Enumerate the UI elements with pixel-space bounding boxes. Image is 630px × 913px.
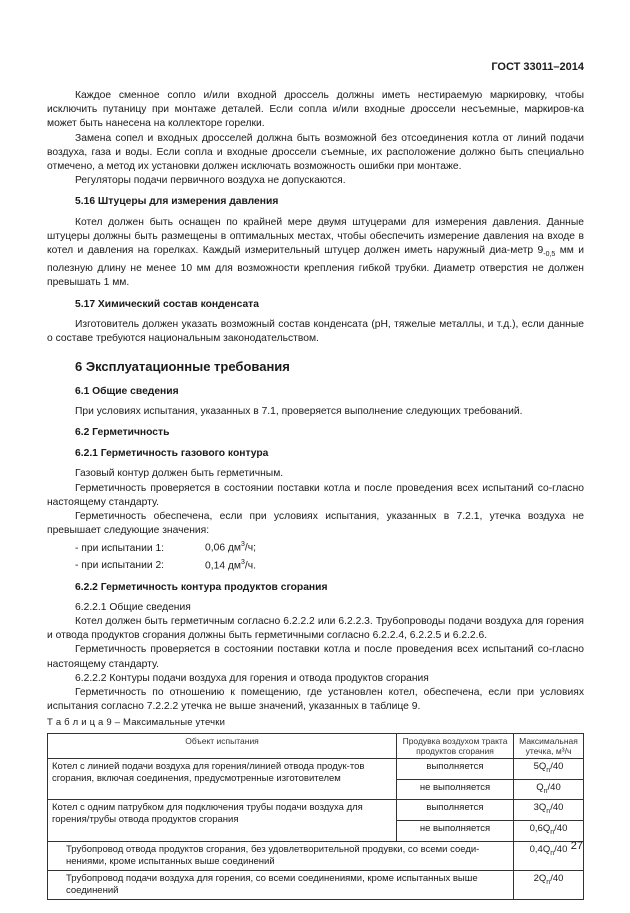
table-row <box>48 842 584 871</box>
paragraph: Регуляторы подачи первичного воздуха не допускаются. <box>75 175 346 187</box>
paragraph: Герметичность обеспечена, если при условиях испытания, указанных в 7.2.1, утечка воздуха не превышает следующие значения: <box>47 510 584 537</box>
section-heading: 5.17 Химический состав конденсата <box>75 298 259 310</box>
table-cell: $Q_n/40$ <box>514 779 584 800</box>
table-caption: Т а б л и ц а 9 – Максимальные утечки <box>47 717 226 729</box>
tolerance-subscript: -0,5 <box>543 251 556 259</box>
table-cell: $5Q_n/40$ <box>514 758 584 779</box>
document-id: ГОСТ 33011–2014 <box>491 61 584 73</box>
table-header-row <box>48 733 584 758</box>
table-cell: выполняется <box>397 758 514 779</box>
table-header: Объект испытания <box>48 733 397 758</box>
table-cell: Котел с одним патрубком для подключения трубы подачи воздуха для горения/трубы отвода продуктов сгорания <box>48 800 397 842</box>
table-cell: Трубопровод отвода продуктов сгорания, без удовлетворительной продувки, со всеми соеди-нениями, кроме испытанных выше соединений <box>48 842 514 871</box>
list-item: - при испытании 1: 0,06 $дм^3/ч$; <box>75 541 256 554</box>
table-cell: $0,4Q_n/40$ <box>514 842 584 871</box>
paragraph: 6.2.2.2 Контуры подачи воздуха для горения и отвода продуктов сгорания <box>75 672 429 684</box>
table-cell: Котел с линией подачи воздуха для горения/линией отвода продук-тов сгорания, включая соединения, предусмотренные изготовителем <box>48 758 397 800</box>
paragraph: 6.2.2.1 Общие сведения <box>75 601 191 613</box>
section-heading: 6.1 Общие сведения <box>75 385 179 397</box>
table-cell: $3Q_n/40$ <box>514 800 584 821</box>
table-row <box>48 871 584 900</box>
leak-table <box>47 733 584 901</box>
list-item: - при испытании 2: 0,14 $дм^3/ч$. <box>75 558 256 572</box>
table-header: Максимальная утечка, м³/ч <box>514 733 584 758</box>
paragraph: Газовый контур должен быть герметичным. <box>75 468 284 480</box>
page-content <box>47 89 584 900</box>
table-header: Продувка воздухом тракта продуктов сгорания <box>397 733 514 758</box>
table-cell: Трубопровод подачи воздуха для горения, со всеми соединениями, кроме испытанных выше соединений <box>48 871 514 900</box>
section-heading: 6.2.1 Герметичность газового контура <box>75 448 269 460</box>
page-number: 27 <box>570 840 583 852</box>
chapter-heading: 6 Эксплуатационные требования <box>75 359 290 375</box>
paragraph-text: Котел должен быть оснащен по крайней мере двумя штуцерами для измерения давления. Данные штуцеры должны быть размещены в оптимальных местах, чтобы обеспечить измерение давления на входе в котел и давления на горелках. Каждый измерительный штуцер должен иметь наружный диа-метр 9 <box>47 216 584 257</box>
section-heading: 5.16 Штуцеры для измерения давления <box>75 196 279 208</box>
paragraph: Герметичность проверяется в состоянии поставки котла и после проведения всех испытаний со-гласно настоящему стандарту. <box>47 644 584 670</box>
table-cell: не выполняется <box>397 821 514 842</box>
paragraph: Герметичность проверяется в состоянии поставки котла и после проведения всех испытаний со-гласно настоящему стандарту. <box>47 482 584 508</box>
paragraph-text: мм и полезную длину не менее 10 мм для возможности крепления гибкой трубки. Диаметр отверстия не должен превышать 1 мм. <box>47 245 584 289</box>
paragraph: Герметичность по отношению к помещению, где установлен котел, обеспечена, если при условиях испытания согласно 7.2.2.2 утечка не выше значений, указанных в таблице 9. <box>47 687 584 713</box>
paragraph: Изготовитель должен указать возможный состав конденсата (pH, тяжелые металлы, и т.д.), если данные о составе требуются национальным законодательством. <box>47 318 584 345</box>
table-row <box>48 800 584 821</box>
paragraph: Котел должен быть герметичным согласно 6.2.2.2 или 6.2.2.3. Трубопроводы подачи воздуха для горения и отвода продуктов сгорания должны быть герметичными согласно 6.2.2.4, 6.2.2.5 и 6.2.2.6. <box>47 615 584 642</box>
table-cell: выполняется <box>397 800 514 821</box>
leak-list <box>47 538 584 573</box>
paragraph: При условиях испытания, указанных в 7.1, проверяется выполнение следующих требований. <box>75 405 523 417</box>
paragraph <box>47 216 584 291</box>
section-heading: 6.2.2 Герметичность контура продуктов сгорания <box>75 581 328 593</box>
table-cell: $2Q_n/40$ <box>514 871 584 900</box>
paragraph: Замена сопел и входных дросселей должна быть возможной без отсоединения котла от линий подачи воздуха, газа и воды. Если сопла и входные дроссели съемные, их расположение должно быть специально отмечено, а метод их установки должен исключать возможность ошибки при монтаже. <box>47 132 584 173</box>
table-cell: $0,6Q_n/40$ <box>514 821 584 842</box>
table-row <box>48 758 584 779</box>
paragraph: Каждое сменное сопло и/или входной дроссель должны иметь нестираемую маркировку, чтобы исключить путаницу при монтаже деталей. Если сопла и/или входные дроссели несъемные, маркиров-ка может быть нанесена на коллекторе горелки. <box>47 90 584 130</box>
table-cell: не выполняется <box>397 779 514 800</box>
section-heading: 6.2 Герметичность <box>75 426 170 438</box>
